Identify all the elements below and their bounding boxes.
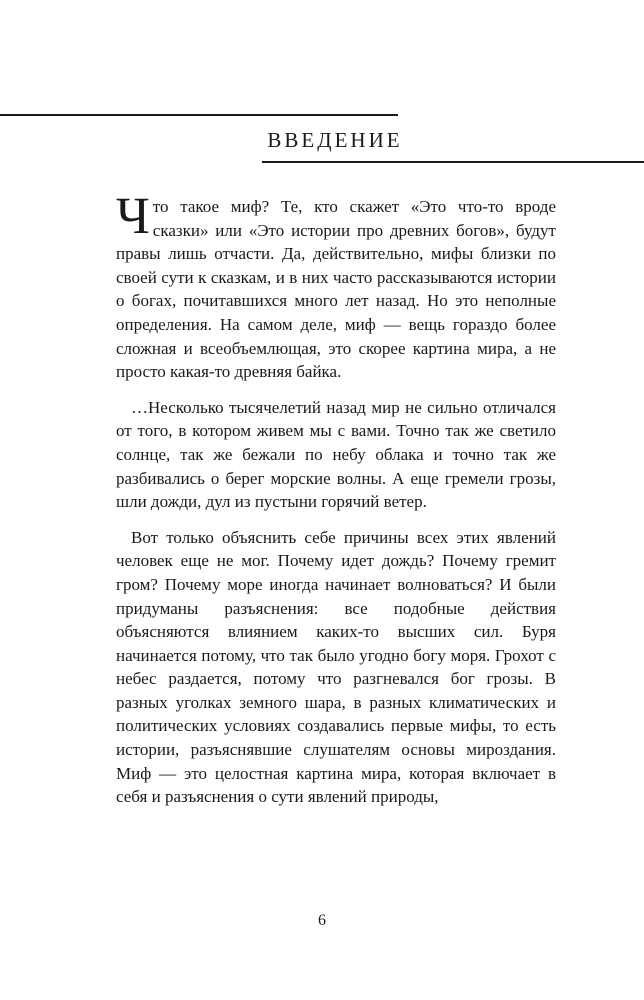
page-number: 6: [318, 912, 326, 929]
paragraph-1-text: то такое миф? Те, кто скажет «Это что-то вроде сказки» или «Это истории про древних богов», будут правы лишь отчасти. Да, действительно, мифы близки по своей сути к сказкам, и в них часто рассказываются истории о богах, почитавшихся много лет назад. Но это неполные определения. На самом деле, миф — вещь гораздо более сложная и всеобъемлющая, это скорее картина мира, а не просто какая-то древняя байка.: [116, 197, 556, 382]
chapter-title: ВВЕДЕНИЕ: [267, 128, 403, 152]
drop-cap-letter: Ч: [116, 188, 150, 245]
paragraph-1: [116, 188, 556, 384]
bottom-divider-line: [262, 161, 644, 163]
paragraph-3: Вот только объяснить себе причины всех этих явлений человек еще не мог. Почему идет дождь? Почему гремит гром? Почему море иногда начинает волноваться? И были придуманы разъяснения: все подобные действия объясняются влиянием каких-то высших сил. Буря начинается потому, что так было угодно богу моря. Грохот с небес раздается, потому что разгневался бог грозы. В разных уголках земного шара, в разных климатических и политических условиях создавались первые мифы, то есть истории, разъяснявшие слушателям основы мироздания. Миф — это целостная картина мира, которая включает в себя и разъяснения о сути явлений природы,: [116, 527, 556, 807]
top-divider-line: [0, 114, 398, 116]
body-text: [116, 188, 556, 821]
paragraph-2: …Несколько тысячелетий назад мир не сильно отличался от того, в котором живем мы с вами. Точно так же светило солнце, так же бежали по небу облака и точно так же разбивались о берег морские волны. А еще гремели грозы, шли дожди, дул из пустыни горячий ветер.: [116, 397, 556, 512]
